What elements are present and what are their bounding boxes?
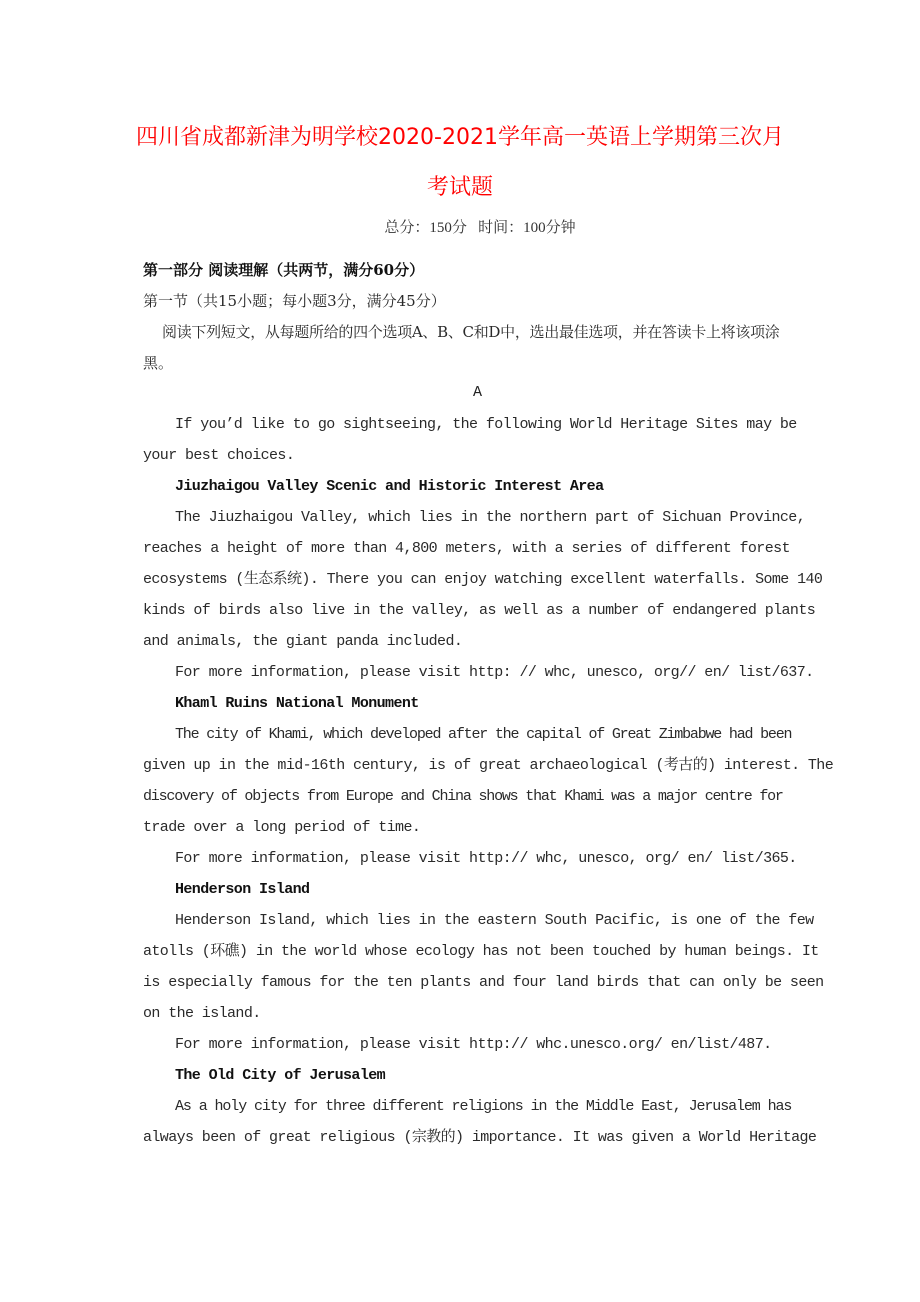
more-info-link-text: For more information, please visit http:// whc.unesco.org/ en/list/487. [175, 1036, 772, 1053]
site-heading: Jiuzhaigou Valley Scenic and Historic Interest Area [175, 478, 604, 495]
document-title-line2: 考试题 [426, 175, 493, 200]
paragraph-line: given up in the mid-16th century, is of great archaeological (考古的) interest. The [143, 757, 834, 774]
instructions-line2: 黑。 [143, 354, 174, 372]
paragraph-line: trade over a long period of time. [143, 819, 421, 836]
document-title-line1: 四川省成都新津为明学校2020-2021学年高一英语上学期第三次月 [136, 125, 784, 150]
paragraph-line: The Jiuzhaigou Valley, which lies in the northern part of Sichuan Province, [175, 509, 806, 526]
intro-line: your best choices. [143, 447, 295, 464]
instructions-line1: 阅读下列短文，从每题所给的四个选项A、B、C和D中，选出最佳选项，并在答读卡上将该项涂 [162, 323, 780, 341]
more-info-link-text: For more information, please visit http: // whc, unesco, org// en/ list/637. [175, 664, 814, 681]
paragraph-line: reaches a height of more than 4,800 meters, with a series of different forest [143, 540, 790, 557]
paragraph-line: The city of Khami, which developed after the capital of Great Zimbabwe had been [175, 726, 792, 743]
section-heading: 第一节（共15小题；每小题3分，满分45分） [143, 292, 446, 310]
paragraph-line: As a holy city for three different religions in the Middle East, Jerusalem has [175, 1098, 792, 1115]
intro-line: If you’d like to go sightseeing, the following World Heritage Sites may be [175, 416, 797, 433]
site-heading: The Old City of Jerusalem [175, 1067, 386, 1084]
paragraph-line: discovery of objects from Europe and China shows that Khami was a major centre for [143, 788, 783, 805]
paragraph-line: is especially famous for the ten plants and four land birds that can only be seen [143, 974, 824, 991]
paragraph-line: always been of great religious (宗教的) importance. It was given a World Heritage [143, 1129, 817, 1146]
paragraph-line: on the island. [143, 1005, 261, 1022]
paragraph-line: ecosystems (生态系统). There you can enjoy watching excellent waterfalls. Some 140 [143, 571, 823, 588]
passage-label: A [473, 384, 483, 401]
site-heading: Henderson Island [175, 881, 310, 898]
paragraph-line: Henderson Island, which lies in the eastern South Pacific, is one of the few [175, 912, 814, 929]
part-heading: 第一部分 阅读理解（共两节，满分60分） [143, 261, 425, 279]
paragraph-line: kinds of birds also live in the valley, as well as a number of endangered plants [143, 602, 816, 619]
paragraph-line: and animals, the giant panda included. [143, 633, 463, 650]
exam-meta: 总分：150分 时间：100分钟 [384, 220, 576, 236]
more-info-link-text: For more information, please visit http:// whc, unesco, org/ en/ list/365. [175, 850, 797, 867]
paragraph-line: atolls (环礁) in the world whose ecology has not been touched by human beings. It [143, 943, 819, 960]
site-heading: Khaml Ruins National Monument [175, 695, 419, 712]
